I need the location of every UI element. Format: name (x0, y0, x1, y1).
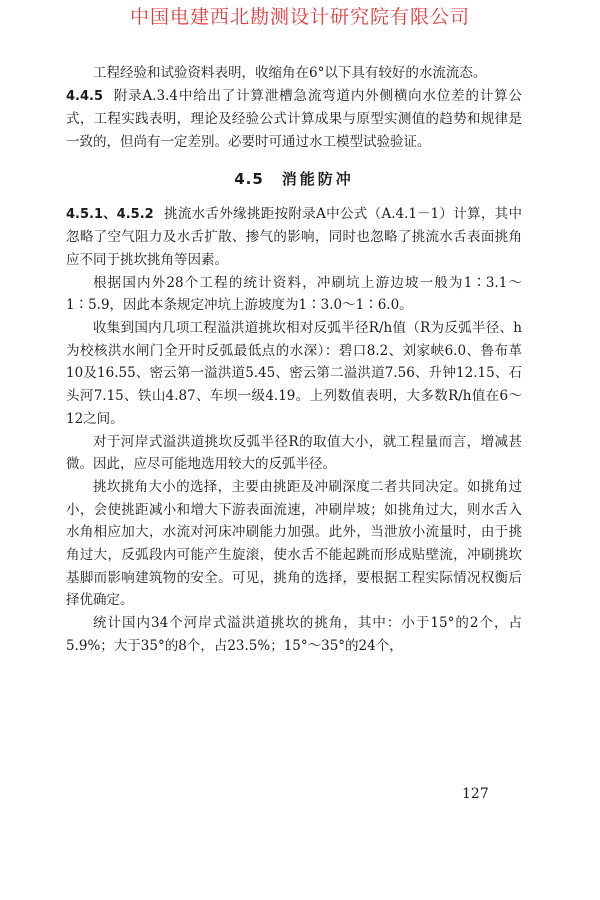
watermark: 中国电建西北勘测设计研究院有限公司 (129, 6, 470, 28)
body-text (66, 62, 522, 658)
section-number: 4.5 (234, 169, 264, 188)
clause-paragraph (66, 203, 522, 272)
clause-number: 4.5.1、4.5.2 (66, 206, 154, 222)
paragraph: 统计国内34个河岸式溢洪道挑坎的挑角，其中：小于15°的2个，占5.9%；大于35°的8个，占23.5%；15°～35°的24个， (66, 615, 522, 654)
paragraph: 工程经验和试验资料表明，收缩角在6°以下具有较好的水流流态。 (93, 65, 487, 81)
paragraph: 根据国内外28个工程的统计资料，冲刷坑上游边坡一般为1∶3.1～1∶5.9，因此本条规定冲坑上游坡度为1∶3.0～1∶6.0。 (66, 274, 522, 314)
clause-paragraph (66, 85, 522, 154)
paragraph: 收集到国内几项工程溢洪道挑坎相对反弧半径R/h值（R为反弧半径、h为校核洪水闸门全开时反弧最低点的水深）：碧口8.2、刘家峡6.0、鲁布革10及16.55、密云第一溢洪道5.45、密云第二溢洪道7.56、升钟12.15、石头河7.15、铁山4.87、车坝一级4.19。上列数值表明，大多数R/h值在6～12之间。 (66, 320, 522, 427)
page-number: 127 (462, 786, 489, 802)
paragraph: 对于河岸式溢洪道挑坎反弧半径R的取值大小，就工程量而言，增减甚微。因此，应尽可能地选用较大的反弧半径。 (66, 433, 522, 473)
clause-text: 挑流水舌外缘挑距按附录A中公式（A.4.1－1）计算，其中忽略了空气阻力及水舌扩散、掺气的影响，同时也忽略了挑流水舌表面挑角应不同于挑坎挑角等因素。 (66, 205, 522, 268)
section-title: 消能防冲 (281, 169, 354, 188)
clause-number: 4.4.5 (66, 88, 104, 104)
clause-text: 附录A.3.4中给出了计算泄槽急流弯道内外侧横向水位差的计算公式，工程实践表明，理论及经验公式计算成果与原型实测值的趋势和规律是一致的，但尚有一定差别。必要时可通过水工模型试验验证。 (66, 87, 522, 151)
section-heading (66, 168, 522, 191)
paragraph: 挑坎挑角大小的选择，主要由挑距及冲刷深度二者共同决定。如挑角过小，会使挑距减小和增大下游表面流速，冲刷岸坡；如挑角过大，则水舌入水角相应加大，水流对河床冲刷能力加强。此外，当泄放小流量时，由于挑角过大，反弧段内可能产生旋滚，使水舌不能起跳而形成贴壁流，冲刷挑坎基脚而影响建筑物的安全。可见，挑角的选择，要根据工程实际情况权衡后择优确定。 (66, 478, 522, 609)
